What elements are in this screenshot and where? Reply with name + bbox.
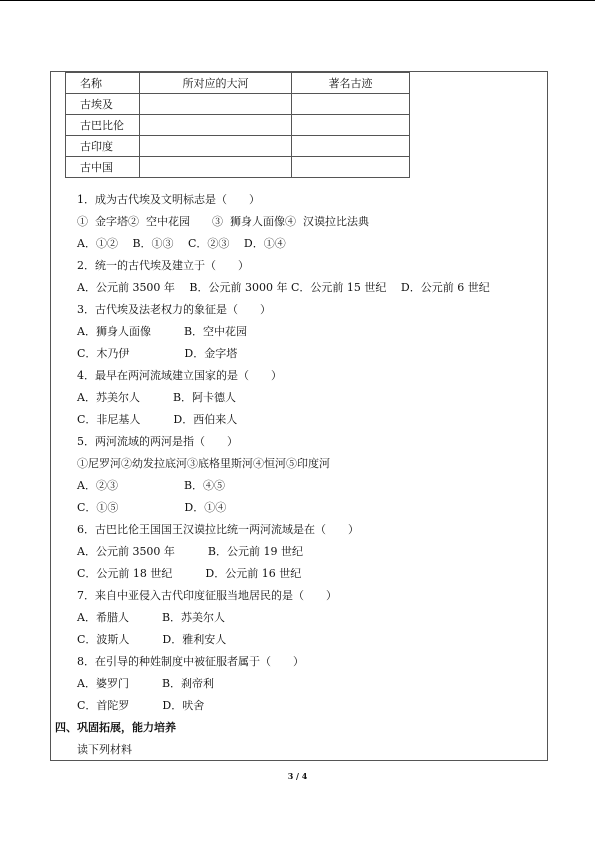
question-6: 6．古巴比伦王国国王汉谟拉比统一两河流域是在（ ） — [77, 523, 359, 536]
page-number: 3 / 4 — [287, 771, 308, 781]
section-heading: 四、巩固拓展，能力培养 — [55, 721, 176, 734]
table-cell — [292, 115, 410, 136]
table-header-cell: 著名古迹 — [292, 73, 410, 94]
table-cell — [292, 136, 410, 157]
question-6-options-cd: C．公元前 18 世纪 D．公元前 16 世纪 — [77, 567, 302, 580]
table-row — [66, 94, 410, 115]
question-3: 3．古代埃及法老权力的象征是（ ） — [77, 303, 271, 316]
table-cell — [292, 94, 410, 115]
question-1-items: ① 金字塔② 空中花园 ③ 狮身人面像④ 汉谟拉比法典 — [77, 215, 369, 228]
table-cell: 古中国 — [66, 157, 140, 178]
table-cell — [140, 94, 292, 115]
reading-prompt: 读下列材料 — [77, 743, 132, 756]
question-8-options-cd: C．首陀罗 D．吠舍 — [77, 699, 205, 712]
table-cell — [292, 157, 410, 178]
question-2: 2．统一的古代埃及建立于（ ） — [77, 259, 249, 272]
question-8-options-ab: A．婆罗门 B．刹帝利 — [77, 677, 215, 690]
question-8: 8．在引导的种姓制度中被征服者属于（ ） — [77, 655, 304, 668]
question-7: 7．来自中亚侵入古代印度征服当地居民的是（ ） — [77, 589, 337, 602]
question-5-items: ①尼罗河②幼发拉底河③底格里斯河④恒河⑤印度河 — [77, 457, 330, 470]
question-5-options-ab: A．②③ B．④⑤ — [77, 479, 226, 492]
question-1: 1．成为古代埃及文明标志是（ ） — [77, 193, 260, 206]
question-5: 5．两河流域的两河是指（ ） — [77, 435, 238, 448]
question-4: 4．最早在两河流域建立国家的是（ ） — [77, 369, 282, 382]
question-2-options: A．公元前 3500 年 B．公元前 3000 年 C．公元前 15 世纪 D．公元前 6 世纪 — [77, 281, 490, 294]
table-header-cell: 名称 — [66, 73, 140, 94]
question-6-options-ab: A．公元前 3500 年 B．公元前 19 世纪 — [77, 545, 304, 558]
table-row — [66, 136, 410, 157]
table-row — [66, 115, 410, 136]
table-cell — [140, 115, 292, 136]
table-cell — [140, 136, 292, 157]
question-4-options-cd: C．非尼基人 D．西伯来人 — [77, 413, 238, 426]
table-cell — [140, 157, 292, 178]
question-5-options-cd: C．①⑤ D．①④ — [77, 501, 227, 514]
table-row — [66, 157, 410, 178]
table-cell: 古埃及 — [66, 94, 140, 115]
worksheet-frame — [50, 71, 548, 761]
question-4-options-ab: A．苏美尔人 B．阿卡德人 — [77, 391, 237, 404]
table-header-row — [66, 73, 410, 94]
table-header-cell: 所对应的大河 — [140, 73, 292, 94]
question-1-options: A．①② B．①③ C．②③ D．①④ — [77, 237, 286, 250]
question-3-options-ab: A．狮身人面像 B．空中花园 — [77, 325, 248, 338]
table-cell: 古印度 — [66, 136, 140, 157]
page-top-rule — [0, 0, 595, 1]
question-3-options-cd: C．木乃伊 D．金字塔 — [77, 347, 238, 360]
question-7-options-cd: C．波斯人 D．雅利安人 — [77, 633, 227, 646]
table-cell: 古巴比伦 — [66, 115, 140, 136]
question-7-options-ab: A．希腊人 B．苏美尔人 — [77, 611, 226, 624]
civilization-table — [65, 72, 410, 178]
